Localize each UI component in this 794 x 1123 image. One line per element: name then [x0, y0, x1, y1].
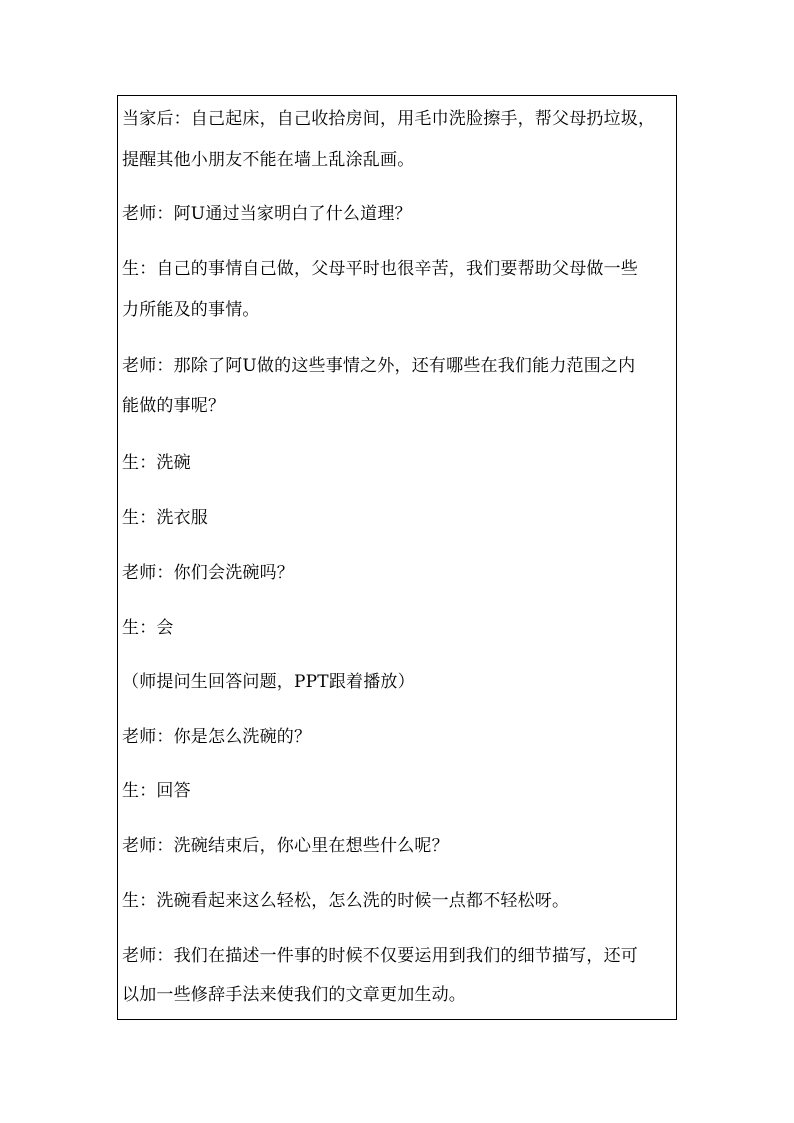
text-line-13: 老师：你是怎么洗碗的？ — [122, 727, 312, 747]
text-line-1: 当家后：自己起床，自己收拾房间，用毛巾洗脸擦手，帮父母扔垃圾， — [122, 109, 656, 129]
text-line-6: 老师：那除了阿U做的这些事情之外，还有哪些在我们能力范围之内 — [122, 356, 636, 376]
text-line-18: 以加一些修辞手法来使我们的文章更加生动。 — [122, 985, 466, 1005]
text-line-16: 生：洗碗看起来这么轻松，怎么洗的时候一点都不轻松呀。 — [122, 891, 570, 911]
text-line-14: 生：回答 — [122, 781, 191, 801]
text-line-3: 老师：阿U通过当家明白了什么道理？ — [122, 204, 412, 224]
text-line-5: 力所能及的事情。 — [122, 300, 260, 320]
text-line-11: 生：会 — [122, 618, 174, 638]
text-line-2: 提醒其他小朋友不能在墙上乱涂乱画。 — [122, 150, 415, 170]
text-line-15: 老师：洗碗结束后，你心里在想些什么呢？ — [122, 836, 449, 856]
text-line-4: 生：自己的事情自己做，父母平时也很辛苦，我们要帮助父母做一些 — [122, 259, 638, 279]
document-table-cell — [117, 95, 677, 1020]
text-line-9: 生：洗衣服 — [122, 508, 208, 528]
text-line-10: 老师：你们会洗碗吗？ — [122, 563, 294, 583]
text-line-8: 生：洗碗 — [122, 453, 191, 473]
text-line-12: （师提问生回答问题，PPT跟着播放） — [122, 672, 415, 692]
text-line-7: 能做的事呢？ — [122, 396, 226, 416]
text-line-17: 老师：我们在描述一件事的时候不仅要运用到我们的细节描写，还可 — [122, 946, 638, 966]
